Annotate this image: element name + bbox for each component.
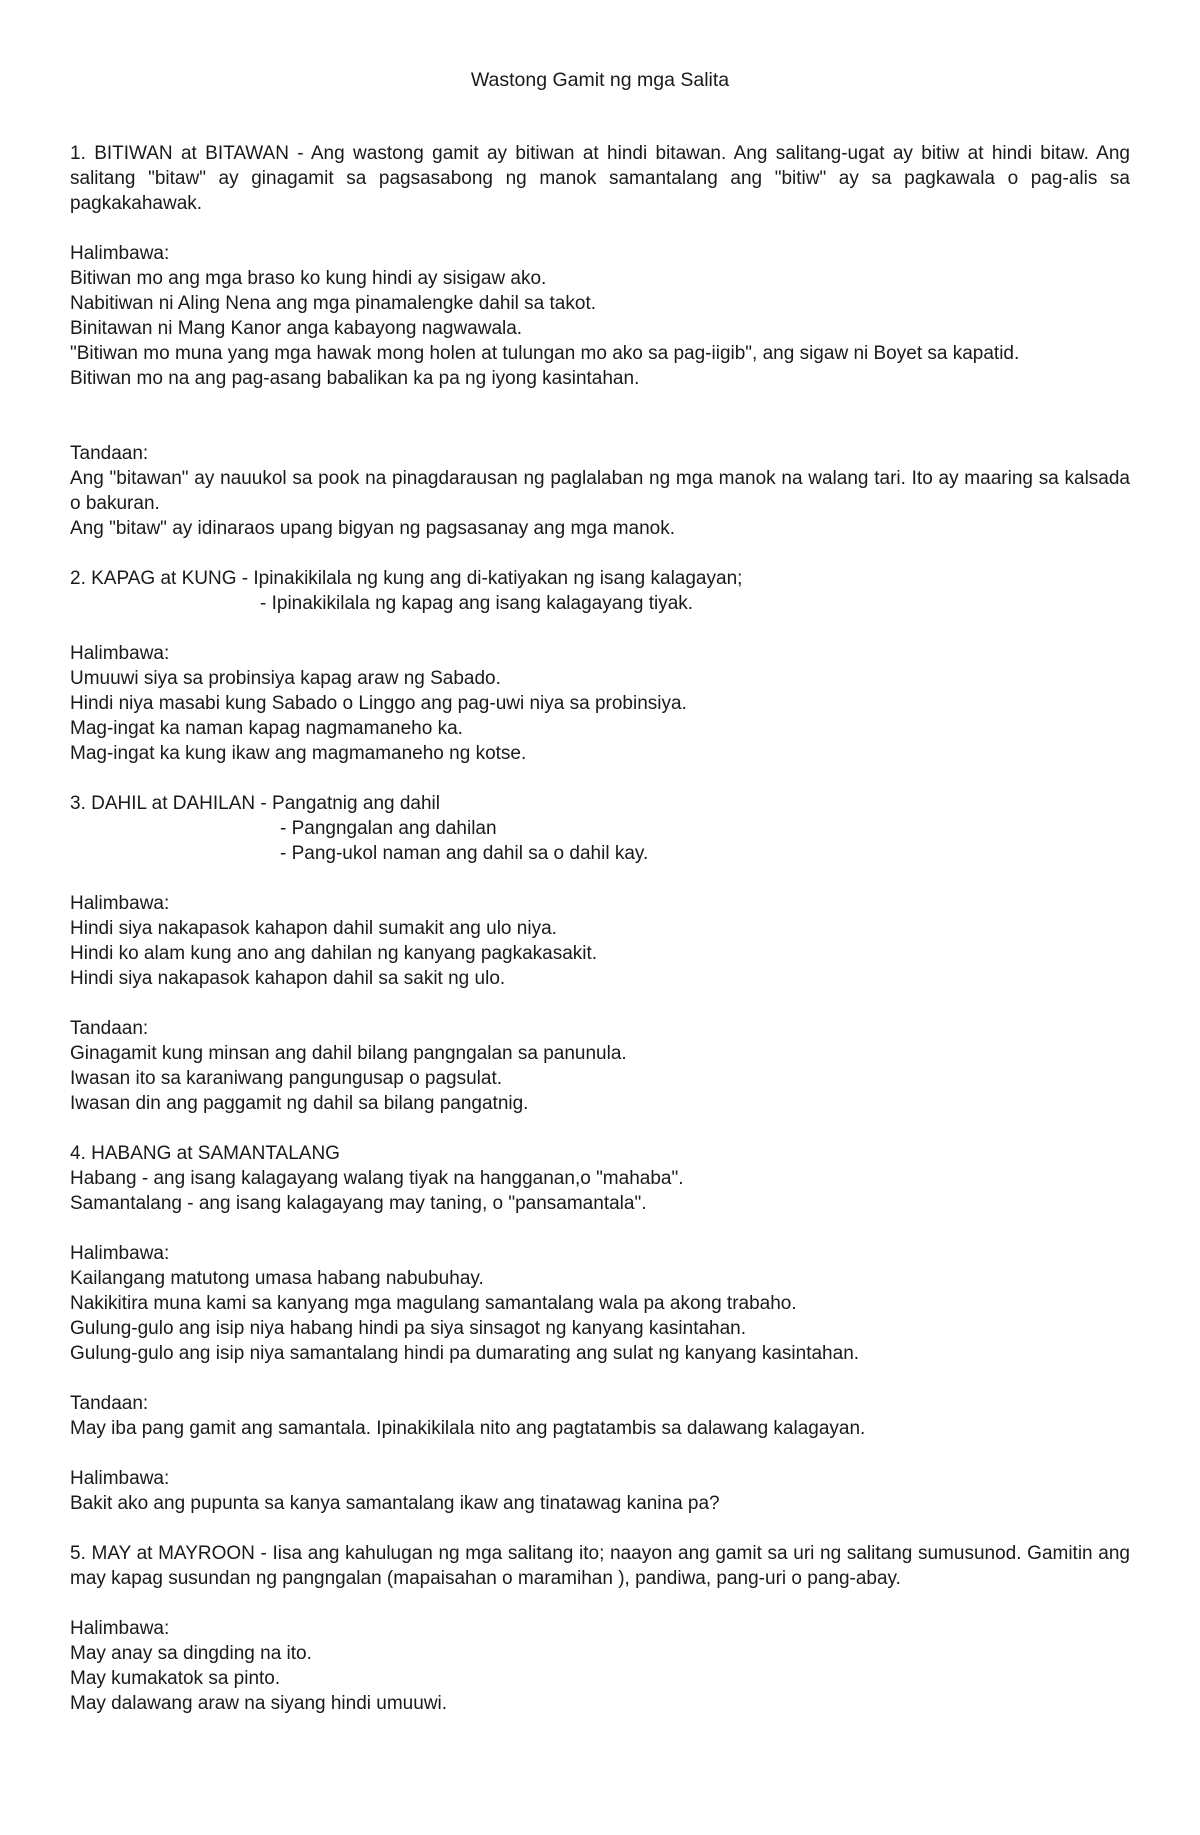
example-line: May kumakatok sa pinto. — [70, 1668, 281, 1689]
section-4-note-label: Tandaan: — [70, 1393, 149, 1414]
section-5-heading: 5. MAY at MAYROON - Iisa ang kahulugan ng mga salitang ito; naayon ang gamit sa uri ng salitang sumusunod. Gamitin ang may kapag susundan ng pangngalan (mapaisahan o maramihan ), pandiwa, pang-uri o pang-abay. — [70, 1543, 1130, 1589]
example-line: Bakit ako ang pupunta sa kanya samantalang ikaw ang tinatawag kanina pa? — [70, 1493, 720, 1514]
example-line: Nabitiwan ni Aling Nena ang mga pinamalengke dahil sa takot. — [70, 293, 596, 314]
section-5-example-label: Halimbawa: — [70, 1618, 170, 1639]
section-4-example2-label: Halimbawa: — [70, 1468, 170, 1489]
example-line: Gulung-gulo ang isip niya habang hindi pa siya sinsagot ng kanyang kasintahan. — [70, 1318, 747, 1339]
example-line: Binitawan ni Mang Kanor anga kabayong nagwawala. — [70, 318, 523, 339]
example-line: Umuuwi siya sa probinsiya kapag araw ng Sabado. — [70, 668, 501, 689]
example-line: Bitiwan mo ang mga braso ko kung hindi ay sisigaw ako. — [70, 268, 547, 289]
note-line: Ang "bitawan" ay nauukol sa pook na pinagdarausan ng paglalaban ng mga manok na walang tari. Ito ay maaring sa kalsada o bakuran. — [70, 468, 1130, 514]
section-2-heading: 2. KAPAG at KUNG - Ipinakikilala ng kung ang di-katiyakan ng isang kalagayan; — [70, 568, 743, 589]
note-line: Iwasan din ang paggamit ng dahil sa bilang pangatnig. — [70, 1093, 529, 1114]
note-line: May iba pang gamit ang samantala. Ipinakikilala nito ang pagtatambis sa dalawang kalagayan. — [70, 1418, 866, 1439]
section-2-example-label: Halimbawa: — [70, 643, 170, 664]
example-line: May dalawang araw na siyang hindi umuuwi. — [70, 1693, 448, 1714]
section-2-subheading: - Ipinakikilala ng kapag ang isang kalagayang tiyak. — [260, 593, 694, 614]
note-line: Ginagamit kung minsan ang dahil bilang pangngalan sa panunula. — [70, 1043, 627, 1064]
section-4-example-label: Halimbawa: — [70, 1243, 170, 1264]
example-line: Mag-ingat ka naman kapag nagmamaneho ka. — [70, 718, 463, 739]
section-1-note-label: Tandaan: — [70, 443, 149, 464]
section-3-example-label: Halimbawa: — [70, 893, 170, 914]
example-line: Hindi niya masabi kung Sabado o Linggo ang pag-uwi niya sa probinsiya. — [70, 693, 687, 714]
example-line: Gulung-gulo ang isip niya samantalang hindi pa dumarating ang sulat ng kanyang kasintahan. — [70, 1343, 860, 1364]
section-4-heading: 4. HABANG at SAMANTALANG — [70, 1143, 340, 1164]
note-line: Ang "bitaw" ay idinaraos upang bigyan ng pagsasanay ang mga manok. — [70, 518, 676, 539]
page-title: Wastong Gamit ng mga Salita — [470, 69, 730, 91]
section-3-note-label: Tandaan: — [70, 1018, 149, 1039]
example-line: Hindi ko alam kung ano ang dahilan ng kanyang pagkakasakit. — [70, 943, 598, 964]
definition-line: Samantalang - ang isang kalagayang may taning, o "pansamantala". — [70, 1193, 647, 1214]
example-line: Kailangang matutong umasa habang nabubuhay. — [70, 1268, 484, 1289]
example-line: "Bitiwan mo muna yang mga hawak mong holen at tulungan mo ako sa pag-iigib", ang sigaw ni Boyet sa kapatid. — [70, 343, 1020, 364]
example-line: Hindi siya nakapasok kahapon dahil sumakit ang ulo niya. — [70, 918, 557, 939]
section-3-heading: 3. DAHIL at DAHILAN - Pangatnig ang dahil — [70, 793, 440, 814]
document-page — [70, 68, 1130, 1716]
section-1-heading: 1. BITIWAN at BITAWAN - Ang wastong gamit ay bitiwan at hindi bitawan. Ang salitang-ugat ay bitiw at hindi bitaw. Ang salitang "bitaw" ay ginagamit sa pagsasabong ng manok samantalang ang "bitiw" ay sa pagkawala o pag-alis sa pagkakahawak. — [70, 143, 1130, 214]
example-line: Nakikitira muna kami sa kanyang mga magulang samantalang wala pa akong trabaho. — [70, 1293, 797, 1314]
example-line: May anay sa dingding na ito. — [70, 1643, 312, 1664]
section-3-subline: - Pangngalan ang dahilan — [280, 818, 497, 839]
definition-line: Habang - ang isang kalagayang walang tiyak na hangganan,o "mahaba". — [70, 1168, 684, 1189]
example-line: Bitiwan mo na ang pag-asang babalikan ka pa ng iyong kasintahan. — [70, 368, 640, 389]
section-3-subline: - Pang-ukol naman ang dahil sa o dahil kay. — [280, 843, 649, 864]
example-line: Mag-ingat ka kung ikaw ang magmamaneho ng kotse. — [70, 743, 527, 764]
section-1-example-label: Halimbawa: — [70, 243, 170, 264]
note-line: Iwasan ito sa karaniwang pangungusap o pagsulat. — [70, 1068, 503, 1089]
example-line: Hindi siya nakapasok kahapon dahil sa sakit ng ulo. — [70, 968, 506, 989]
